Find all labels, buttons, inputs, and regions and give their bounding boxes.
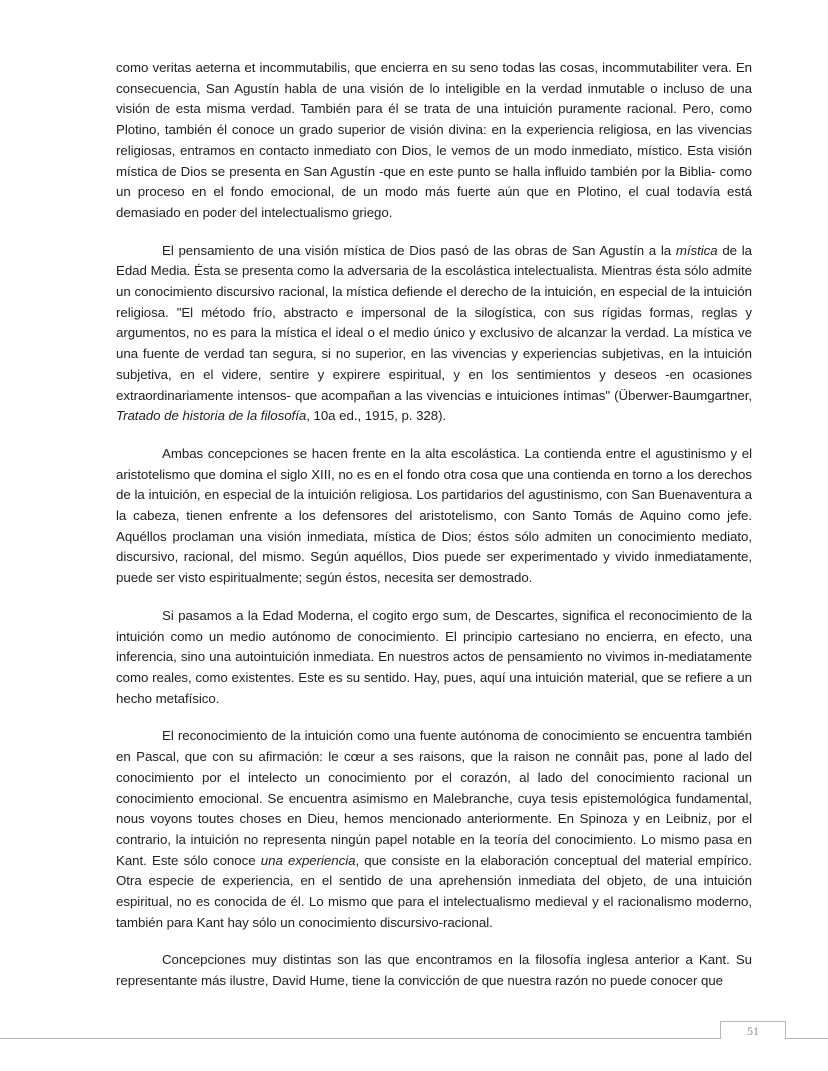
- page-number: 51: [720, 1021, 786, 1039]
- footer-rule: [0, 1038, 828, 1039]
- paragraph-4: [116, 606, 752, 710]
- paragraph-5-text-a: El reconocimiento de la intuición como una fuente autónoma de conocimiento se encuentra también en Pascal, que con su afirmación: le cœur a ses raisons, que la raison ne connâit pas, pone al lado del conocimiento por el intelecto un conocimiento por el corazón, al lado del conocimiento racional un conocimiento emocional. Se encuentra asimismo en Malebranche, cuya tesis epistemológica fundamental, nous voyons toutes choses en Dieu, hemos mencionado anteriormente. En Spinoza y en Leibniz, por el contrario, la intuición no representa ningún papel notable en la teoría del conocimiento. Lo mismo pasa en Kant. Este sólo conoce: [116, 728, 752, 868]
- paragraph-2-italic-mistica: mística: [675, 242, 718, 258]
- paragraph-3: [116, 444, 752, 589]
- paragraph-2-text-c: , 10a ed., 1915, p. 328).: [306, 408, 447, 424]
- paragraph-1-text: como veritas aeterna et incommutabilis, que encierra en su seno todas las cosas, incommutabiliter vera. En consecuencia, San Agustín habla de una visión de lo inteligible en la verdad inmutable o incluso de una visión de esta misma verdad. También para él se trata de una intuición puramente racional. Pero, como Plotino, también él conoce un grado superior de visión divina: en la experiencia religiosa, en las vivencias religiosas, entramos en contacto inmediato con Dios, le vemos de un modo inmediato, místico. Esta visión mística de Dios se presenta en San Agustín -que en este punto se halla influido también por la Biblia- como un proceso en el fondo emocional, de un modo más fuerte aún que en Plotino, el cual todavía está demasiado en poder del intelectualismo griego.: [116, 60, 752, 220]
- paragraph-5-text-b: , que consiste en la elaboración conceptual del material empírico. Otra especie de experiencia, en el sentido de una aprehensión inmediata del objeto, de una intuición espiritual, no es conocida de él. Lo mismo que para el intelectualismo medieval y el racionalismo moderno, también para Kant hay sólo un conocimiento discursivo-racional.: [116, 852, 752, 930]
- paragraph-2-italic-book-title: Tratado de historia de la filosofía: [116, 408, 307, 424]
- paragraph-6-text: Concepciones muy distintas son las que encontramos en la filosofía inglesa anterior a Kant. Su representante más ilustre, David Hume, tiene la convicción de que nuestra razón no puede conocer que: [116, 952, 752, 989]
- paragraph-1: [116, 58, 752, 224]
- paragraph-2-text-a: El pensamiento de una visión mística de Dios pasó de las obras de San Agustín a la: [162, 242, 676, 258]
- page-body: [116, 58, 752, 1009]
- paragraph-2: [116, 241, 752, 427]
- paragraph-4-text: Si pasamos a la Edad Moderna, el cogito ergo sum, de Descartes, significa el reconocimiento de la intuición como un medio autónomo de conocimiento. El principio cartesiano no encierra, en efecto, una inferencia, sino una autointuición inmediata. En nuestros actos de pensamiento no vivimos in-mediatamente como reales, como existentes. Este es su sentido. Hay, pues, aquí una intuición material, que se refiere a un hecho metafísico.: [116, 607, 752, 706]
- paragraph-2-text-b: de la Edad Media. Ésta se presenta como la adversaria de la escolástica intelectualista. Mientras ésta sólo admite un conocimiento discursivo racional, la mística defiende el derecho de la intuición, en especial de la intuición religiosa. "El método frío, abstracto e impersonal de la silogística, con sus rígidas formas, reglas y argumentos, no es para la mística el ideal o el medio único y exclusivo de alcanzar la verdad. La mística ve una fuente de verdad tan segura, si no superior, en las vivencias y experiencias subjetivas, en la intuición subjetiva, en el videre, sentire y expirere espiritual, y en los sentimientos y deseos -en ocasiones extraordinariamente intensos- que acompañan a las vivencias e intuiciones íntimas" (Überwer-Baumgartner,: [116, 242, 752, 403]
- paragraph-5-italic-experiencia: una experiencia: [260, 852, 356, 868]
- paragraph-3-text: Ambas concepciones se hacen frente en la alta escolástica. La contienda entre el agustinismo y el aristotelismo que domina el siglo XIII, no es en el fondo otra cosa que una contienda en torno a los derechos de la intuición, en especial de la intuición religiosa. Los partidarios del agustinismo, con San Buenaventura a la cabeza, tienen enfrente a los defensores del aristotelismo, con Santo Tomás de Aquino como jefe. Aquéllos proclaman una visión inmediata, mística de Dios; éstos sólo admiten un conocimiento mediato, discursivo, racional, del mismo. Según aquéllos, Dios puede ser experimentado y vivido inmediatamente, puede ser visto espiritualmente; según éstos, necesita ser demostrado.: [116, 445, 752, 586]
- paragraph-5: [116, 726, 752, 933]
- paragraph-6: [116, 950, 752, 991]
